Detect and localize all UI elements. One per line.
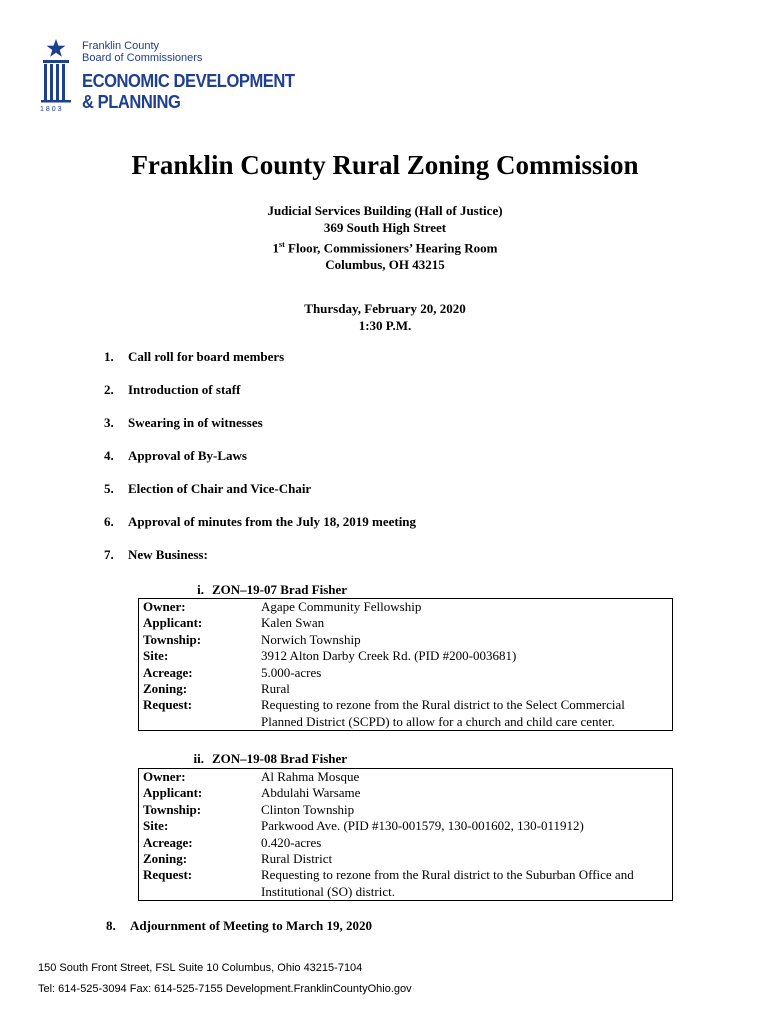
agenda-item: 7. New Business: — [104, 547, 208, 562]
case-row-applicant: Applicant: Abdulahi Warsame — [143, 785, 361, 801]
meeting-time: 1:30 P.M. — [358, 318, 412, 333]
case-row-zoning: Zoning: Rural District — [143, 851, 333, 867]
case-heading: i. ZON–19-07 Brad Fisher — [197, 582, 348, 597]
location-floor: 1st Floor, Commissioners’ Hearing Room — [272, 240, 498, 256]
agenda-item: 1. Call roll for board members — [104, 349, 285, 364]
agenda-item: 3. Swearing in of witnesses — [104, 415, 263, 430]
agenda-item: 2. Introduction of staff — [104, 382, 241, 397]
case-row-zoning: Zoning: Rural — [143, 681, 290, 697]
case-row-owner: Owner: Al Rahma Mosque — [143, 769, 360, 784]
case-row-request: Request: Requesting to rezone from the Rural district to the Select Commercial Planned District (SCPD) to allow for a church and child care center. — [143, 697, 625, 729]
logo-line-econ-dev: ECONOMIC DEVELOPMENT — [82, 71, 295, 91]
agenda-item-adjournment: 8. Adjournment of Meeting to March 19, 2020 — [106, 918, 373, 933]
agenda-item: 4. Approval of By-Laws — [104, 448, 247, 463]
case-details-table — [138, 768, 673, 901]
header-logo — [36, 38, 295, 116]
agenda-item: 6. Approval of minutes from the July 18, 2019 meeting — [104, 514, 417, 529]
agenda-item: 5. Election of Chair and Vice-Chair — [104, 481, 312, 496]
case-row-applicant: Applicant: Kalen Swan — [143, 615, 325, 631]
location-building: Judicial Services Building (Hall of Justice) — [267, 203, 503, 218]
logo-line-county: Franklin County — [82, 40, 160, 52]
case-row-township: Township: Clinton Township — [143, 801, 355, 817]
location-street: 369 South High Street — [323, 220, 447, 235]
logo-line-planning: & PLANNING — [82, 92, 181, 112]
meeting-location — [0, 202, 770, 273]
case-row-township: Township: Norwich Township — [143, 631, 361, 647]
meeting-date: Thursday, February 20, 2020 — [304, 301, 466, 316]
case-heading: ii. ZON–19-08 Brad Fisher — [193, 751, 348, 766]
case-row-request: Request: Requesting to rezone from the Rural district to the Suburban Office and Institutional (SO) district. — [143, 867, 634, 899]
case-row-owner: Owner: Agape Community Fellowship — [143, 599, 422, 614]
county-building-icon — [36, 38, 76, 104]
logo-line-board: Board of Commissioners — [82, 52, 203, 64]
case-row-site: Site: 3912 Alton Darby Creek Rd. (PID #200-003681) — [143, 648, 517, 664]
case-row-acreage: Acreage: 5.000-acres — [143, 664, 322, 680]
page-title: Franklin County Rural Zoning Commission — [131, 150, 639, 180]
case-row-site: Site: Parkwood Ave. (PID #130-001579, 130-001602, 130-011912) — [143, 818, 584, 834]
meeting-datetime — [0, 300, 770, 334]
footer-contact: Tel: 614-525-3094 Fax: 614-525-7155 Development.FranklinCountyOhio.gov — [38, 983, 412, 995]
case-row-acreage: Acreage: 0.420-acres — [143, 834, 322, 850]
case-details-table — [138, 598, 673, 731]
footer-address: 150 South Front Street, FSL Suite 10 Columbus, Ohio 43215-7104 — [38, 962, 363, 974]
location-city: Columbus, OH 43215 — [325, 257, 445, 273]
logo-year: 1803 — [40, 106, 64, 113]
